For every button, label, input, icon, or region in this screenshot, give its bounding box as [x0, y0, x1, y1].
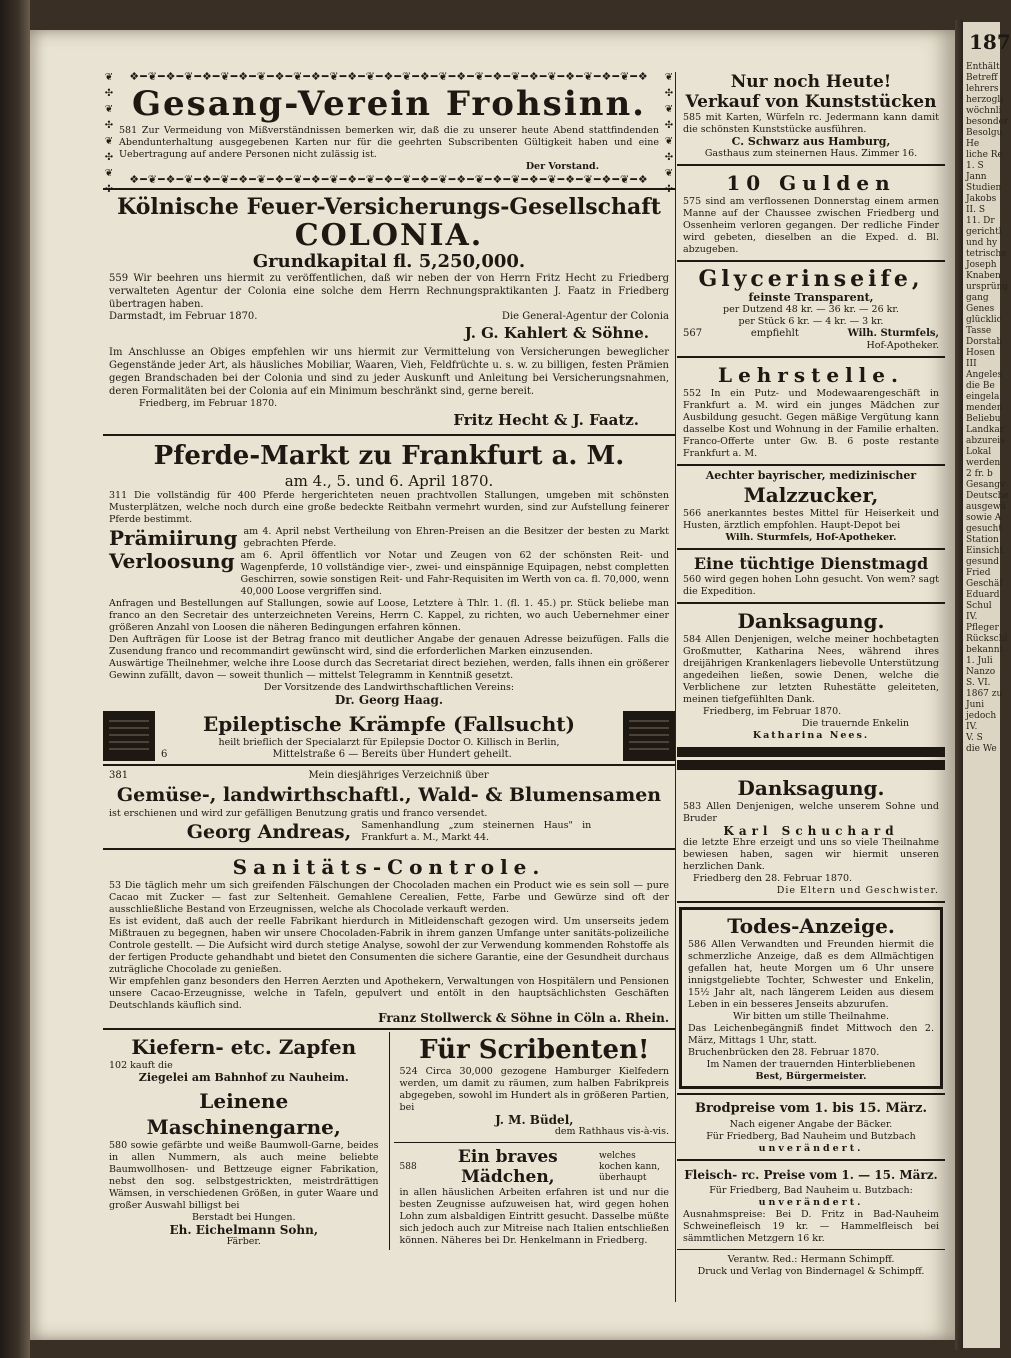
title-side-text: welches kochen kann, überhaupt	[599, 1150, 660, 1183]
adjacent-page-line: Knaben	[966, 271, 1001, 281]
ad-title: Eine tüchtige Dienstmagd	[693, 554, 929, 573]
company-name: COLONIA.	[294, 218, 484, 253]
ad-text: 583 Allen Denjenigen, welche unserem Sohne und Bruder	[683, 801, 939, 824]
ad-title: Kiefern- etc. Zapfen	[131, 1035, 357, 1059]
adjacent-page-line: III	[966, 359, 977, 369]
address: Mittelstraße 6 — Bereits über Hundert geheilt.	[272, 749, 512, 760]
adjacent-page-line: Genes	[966, 304, 995, 314]
ornament-border-top: ❖━❦━❖━❦━❖━❦━❖━❦━❖━❦━❖━❦━❖━❦━❖━❦━❖━❦━❖━❦━❖━❦━❖━❦━❖━❦━❖━❦━❖	[129, 70, 649, 83]
adjacent-page-line: Fried	[966, 568, 991, 578]
adjacent-page-line: 1. Juli	[966, 656, 993, 666]
ad-text-1: 53 Die täglich mehr um sich greifenden Fälschungen der Chocoladen machen ein Product wie es sein soll — pure Cacao mit Zucker — fast zur Seltenheit. Gemahlene Cerealien, Fette, Farbe und Gewürze sind oft der ausschließliche Bestand von Erzeugnissen, welche als Chocolade verkauft werden.	[109, 880, 669, 915]
subtitle: Nach eigener Angabe der Bäcker.	[729, 1119, 893, 1130]
ad-title: Leinene Maschinengarne,	[146, 1089, 341, 1139]
status: unverändert.	[758, 1197, 864, 1208]
adjacent-page-line: die Be	[966, 381, 995, 391]
address-number: 6	[161, 749, 168, 760]
separator	[677, 548, 945, 550]
page-gutter	[955, 20, 963, 1350]
separator	[103, 1028, 675, 1030]
place: Berstadt bei Hungen.	[191, 1212, 296, 1223]
adjacent-page-line: IV.	[966, 612, 978, 622]
ad-text: 585 mit Karten, Würfeln rc. Jedermann kann damit die schönsten Kunststücke ausführen.	[683, 112, 939, 135]
ad-title: Gesang-Verein Frohsinn.	[131, 84, 647, 124]
ad-text: 575 sind am verflossenen Donnerstag einem armen Manne auf der Chaussee zwischen Friedberg und Ossenheim verloren gegangen. Der redliche Finder wird gebeten, dieselben an die Exped. d. Bl. abzugeben.	[683, 196, 939, 255]
adjacent-page-line: gesund	[966, 557, 1000, 567]
signers: Fritz Hecht & J. Faatz.	[453, 411, 639, 429]
separator	[677, 901, 945, 903]
bottom-right-subcolumn	[394, 1032, 676, 1250]
places: Für Friedberg, Bad Nauheim u. Butzbach:	[709, 1185, 913, 1196]
place-date-2: Friedberg, im Februar 1870.	[139, 398, 278, 409]
ad-title: Pferde-Markt zu Frankfurt a. M.	[153, 441, 625, 471]
ad-title: Todes-Anzeige.	[727, 914, 895, 938]
adjacent-page-line: Angeles	[966, 370, 1003, 380]
seller-name: J. M. Büdel,	[495, 1113, 574, 1127]
adjacent-page-line: lehrers	[966, 84, 999, 94]
subcolumn-divider	[389, 1032, 390, 1250]
bottom-two-columns	[103, 1032, 675, 1250]
ad-danksagung-nees	[677, 606, 945, 744]
agency-label: Die General-Agentur der Colonia	[501, 311, 669, 322]
signer-label: Im Namen der trauernden Hinterbliebenen	[706, 1059, 916, 1070]
adjacent-page-line: 1867 zu	[966, 689, 1003, 699]
column-divider	[675, 72, 676, 1302]
imprint-editor: Verantw. Red.: Hermann Schimpff.	[727, 1254, 895, 1265]
price-piece: per Stück 6 kr. — 4 kr. — 3 kr.	[738, 316, 884, 327]
adjacent-page-line: ursprüng	[966, 282, 1009, 292]
ad-text: 524 Circa 30,000 gezogene Hamburger Kielfedern werden, um damit zu räumen, zum halben Fabrikpreis abgegeben, sowohl im Hundert als in größeren Partien, bei	[399, 1066, 669, 1113]
adjacent-page-line: Station	[966, 535, 999, 545]
adjacent-page-line: 1. S	[966, 161, 984, 171]
verloosung-label: Verloosung	[109, 549, 235, 573]
ad-subtitle: feinste Transparent,	[748, 291, 874, 304]
adjacent-page-line: glücklic	[966, 315, 1002, 325]
ad-text-3: Den Aufträgen für Loose ist der Betrag franco mit deutlicher Angabe der genauen Adresse beizufügen. Falls die Zusendung franco und recommandirt gewünscht wird, sind die erforderlichen Marken einzusenden.	[109, 634, 669, 657]
seller-name: Eh. Eichelmann Sohn,	[169, 1223, 319, 1237]
adjacent-page-line: Geschäf	[966, 579, 1003, 589]
adjacent-page-line: Juni	[966, 700, 985, 710]
verloosung-row	[109, 550, 669, 598]
adjacent-page-line: jedoch	[966, 711, 997, 721]
adjacent-page-line: Beliebu	[966, 414, 1001, 424]
ornament-border-right: ❦ ✣ ❦ ✣ ❦ ✣ ❦ ✣	[664, 72, 674, 195]
separator	[677, 260, 945, 262]
adjacent-page-line: gang	[966, 293, 989, 303]
ad-braves-maedchen	[394, 1145, 676, 1249]
adjacent-page-line: Rückschl	[966, 634, 1008, 644]
praemiirung-text: am 4. April nebst Vertheilung von Ehren-Preisen an die Besitzer der besten zu Markt gebrachten Pferde.	[243, 526, 669, 549]
adjacent-page-line: Besolgu	[966, 128, 1003, 138]
ad-text: 580 sowie gefärbte und weiße Baumwoll-Garne, beides in allen Nummern, als auch meine beliebte Baumwollhosen- und Bettzeuge eigner Fabrikation, nebst den sog. selbstgestrickten, meistrdrättigen Wämsen, in verschiedenen Größen, in guter Waare und großer Auswahl billigst bei	[109, 1140, 379, 1211]
imprint	[677, 1252, 945, 1280]
ad-colonia	[103, 192, 675, 432]
seller-address: dem Rathhaus vis-à-vis.	[554, 1126, 669, 1137]
ad-todes-anzeige	[679, 907, 943, 1089]
place-agency-row	[109, 311, 669, 323]
adjacent-page-line: eingela	[966, 392, 1000, 402]
adjacent-page-line: II. S	[966, 205, 985, 215]
place: Gasthaus zum steinernen Haus. Zimmer 16.	[704, 148, 918, 159]
adjacent-page-line: Studien	[966, 183, 1002, 193]
seller-row	[683, 328, 939, 340]
ad-title: Danksagung.	[737, 776, 885, 800]
ad-pferde-markt	[103, 438, 675, 708]
adjacent-page-line: Schul	[966, 601, 992, 611]
adjacent-page-line: Lokal	[966, 447, 992, 457]
intro: Mein diesjähriges Verzeichniß über	[308, 770, 489, 781]
places: Für Friedberg, Bad Nauheim und Butzbach	[706, 1131, 916, 1142]
decorative-block-left	[103, 711, 155, 761]
separator	[677, 356, 945, 358]
place-date: Darmstadt, im Februar 1870.	[109, 311, 258, 322]
seller-job: Hof-Apotheker.	[866, 340, 939, 351]
separator	[677, 1093, 945, 1095]
adjacent-page-line: herzogli	[966, 95, 1004, 105]
adjacent-page-year: 187	[969, 30, 1011, 54]
address-row	[161, 749, 617, 761]
ad-text-2: die letzte Ehre erzeigt und uns so viele Theilnahme bewiesen haben, sagen wir hiermit unseren herzlichen Dank.	[683, 837, 939, 872]
ad-lehrstelle	[677, 360, 945, 462]
ad-title: Lehrstelle.	[718, 363, 904, 387]
adjacent-page-line: menden	[966, 403, 1003, 413]
adjacent-page-line: abzureis	[966, 436, 1005, 446]
seller-name: Georg Andreas,	[186, 821, 352, 843]
black-rule	[677, 760, 945, 770]
ad-signature: Der Vorstand.	[525, 161, 599, 172]
ad-gesang-verein	[103, 70, 675, 195]
ad-title: Gemüse-, landwirthschaftl., Wald- & Blumensamen	[116, 784, 662, 806]
capital: Grundkapital fl. 5,250,000.	[252, 251, 526, 272]
ad-text: 581 Zur Vermeidung von Mißverständnissen bemerken wir, daß die zu unserer heute Abend stattfindenden Abendunterhaltung ausgegebenen Karten nur für die geehrten Subscribenten Gültigkeit haben und eine Uebertragung auf andere Personen nicht zulässig ist.	[119, 125, 659, 160]
ad-pretitle: Nur noch Heute!	[730, 72, 892, 92]
adjacent-page-edge	[963, 22, 1011, 1348]
ad-text-2: Wir bitten um stille Theilnahme.	[732, 1011, 889, 1022]
ad-text-2: Es ist evident, daß auch der reelle Fabrikant hierdurch in Mitleidenschaft gezogen wird. Um unserseits jedem Mißtrauen zu begegnen, haben wir unsere Chocoladen-Fabrik in ihrem ganzen Umfange unter sanitäts-polizeiliche Controle gestellt. — Die Aufsicht wird durch stetige Analyse, sowohl der zur Verwendung kommenden Rohstoffe als der fertigen Producte gehandhabt und bietet den Consumenten die sichere Garantie, eine der Gesundheit durchaus zuträgliche Chocolade zu genießen.	[109, 916, 669, 975]
ad-glycerinseife	[677, 264, 945, 354]
ad-text: 102 kauft die	[109, 1060, 173, 1071]
separator	[394, 1142, 676, 1143]
adjacent-page-line: Enthält	[966, 62, 1000, 72]
ad-text: 586 Allen Verwandten und Freunden hiermit die schmerzliche Anzeige, daß es dem Allmächtigen gefallen hat, heute Morgen um 6 Uhr unsere innigstgeliebte Tochter, Schwester und Enkelin, 15½ Jahr alt, nach längerem Leiden aus diesem Leben in ein besseres Jenseits abzurufen.	[688, 939, 934, 1010]
separator	[677, 464, 945, 466]
adjacent-page-line: Nanzo	[966, 667, 996, 677]
ad-text: ist erschienen und wird zur gefälligen Benutzung gratis und franco versendet.	[109, 808, 488, 819]
adjacent-page-line: gesucht	[966, 524, 1002, 534]
adjacent-page-line: S. VI.	[966, 678, 991, 688]
ad-number: 567	[683, 328, 703, 339]
ad-text: 552 In ein Putz- und Modewaarengeschäft in Frankfurt a. M. wird ein junges Mädchen zur Ausbildung gesucht. Gegen mäßige Vergütung kann dasselbe Kost und Wohnung in der Familie erhalten. Franco-Offerte unter Gw. B. 6 poste restante Frankfurt a. M.	[683, 388, 939, 459]
ad-title: Ein braves Mädchen,	[457, 1147, 558, 1187]
ad-sanitaets-controle	[103, 852, 675, 1026]
imprint-publisher: Druck und Verlag von Bindernagel & Schimpff.	[697, 1266, 925, 1277]
ad-title: Malzzucker,	[743, 483, 879, 507]
fleischpreise	[677, 1163, 945, 1247]
adjacent-page-line: Einsicht	[966, 546, 1004, 556]
black-rule	[677, 747, 945, 757]
adjacent-page-line: bekannt	[966, 645, 1004, 655]
adjacent-page-line: wöchnli	[966, 106, 1002, 116]
adjacent-page-line: tetrische	[966, 249, 1007, 259]
ad-text: in allen häuslichen Arbeiten erfahren ist und nur die besten Zeugnisse aufzuweisen hat, wird gegen hohen Lohn zum alsbaldigen Eintritt gesucht. Dasselbe müßte sich jedoch auch zur Mitreise nach Italien entschließen können. Näheres bei Dr. Henkelmann in Friedberg.	[399, 1187, 669, 1246]
seller-name: Wilh. Sturmfels, Hof-Apotheker.	[725, 532, 897, 543]
separator	[677, 164, 945, 166]
title: Fleisch- rc. Preise vom 1. — 15. März.	[684, 1168, 938, 1182]
adjacent-page-line: Pfleger	[966, 623, 999, 633]
ad-text: 584 Allen Denjenigen, welche meiner hochbetagten Großmutter, Katharina Nees, während ihres dreijährigen Krankenlagers liebevolle Unterstützung angedeihen ließen, sowie Denen, welche die Verblichene zur letzten Ruhestätte geleiteten, meinen tiefgefühlten Dank.	[683, 634, 939, 705]
brodpreise	[677, 1097, 945, 1157]
adjacent-page-line: IV.	[966, 722, 978, 732]
date: Friedberg den 28. Februar 1870.	[693, 873, 853, 884]
adjacent-page-line: gerichtl	[966, 227, 1002, 237]
adjacent-page-line: Betreff	[966, 73, 998, 83]
ad-title: Danksagung.	[737, 609, 885, 633]
separator	[103, 188, 675, 190]
adjacent-page-line: besonder	[966, 117, 1009, 127]
ad-text-1: 559 Wir beehren uns hiermit zu veröffentlichen, daß wir neben der von Herrn Fritz Hecht zu Friedberg verwalteten Agentur der Colonia eine solche dem Herrn Rechnungspraktikanten J. Faatz in Friedberg übertragen haben.	[109, 273, 669, 310]
adjacent-page-line: liche Re	[966, 150, 1003, 160]
ad-title: Epileptische Krämpfe (Fallsucht)	[203, 712, 575, 736]
ad-text-1: 311 Die vollständig für 400 Pferde hergerichteten neuen prachtvollen Stallungen, umgeben mit schönsten Musterplätzen, welche noch durch eine große bedeckte Reitbahn vermehrt wurden, sind zur Aufstellung feinerer Pferde bestimmt.	[109, 490, 669, 525]
seller-row	[109, 820, 669, 844]
ad-title: Verkauf von Kunststücken	[685, 92, 937, 112]
signature: Dr. Georg Haag.	[334, 693, 444, 707]
market-dates: am 4., 5. und 6. April 1870.	[284, 472, 494, 490]
ad-kiefern-zapfen	[103, 1032, 385, 1086]
ad-title: Glycerinseife,	[698, 266, 924, 292]
adjacent-page-line: Jakobs	[966, 194, 997, 204]
adjacent-page-line: Eduard	[966, 590, 1000, 600]
verloosung-text: am 6. April öffentlich vor Notar und Zeugen von 62 der schönsten Reit- und Wagenpferde, 10 vollständige vier-, zwei- und einspännige Equipagen, nebst completten Geschirren, sowie sonstigen Reit- und Fahr-Requisiten im Werth von ca. fl. 70,000, wenn 40,000 Loose vergriffen sind.	[240, 550, 669, 597]
shop-address: Samenhandlung „zum steinernen Haus" in Frankfurt a. M., Markt 44.	[361, 820, 592, 843]
signer-label: Die trauernde Enkelin	[801, 718, 909, 729]
book-spine	[0, 0, 30, 1358]
ad-title: Kölnische Feuer-Versicherungs-Gesellschaft	[117, 194, 661, 220]
ad-scribenten	[394, 1032, 676, 1140]
ornament-border-left: ❦ ✣ ❦ ✣ ❦ ✣ ❦ ✣	[104, 72, 114, 195]
ad-pretitle: Aechter bayrischer, medizinischer	[705, 469, 917, 482]
adjacent-page-line: und hy	[966, 238, 998, 248]
ad-text: Ausnahmspreise: Bei D. Fritz in Bad-Nauheim Schweinefleisch 19 kr. — Hammelfleisch bei sämmtlichen Metzgern 16 kr.	[683, 1209, 939, 1244]
title: Brodpreise vom 1. bis 15. März.	[694, 1101, 928, 1116]
ad-text-2: Anfragen und Bestellungen auf Stallungen, sowie auf Loose, Letztere à Thlr. 1. (fl. 1. 45.) pr. Stück beliebe man franco an den Secretair des unterzeichneten Vereins, Herrn C. Kappel, zu richten, wo auch Uebernehmer einer größeren Anzahl von Loosen die näheren Bedingungen erfahren können.	[109, 598, 669, 633]
adjacent-page-line: Landkar	[966, 425, 1005, 435]
ad-dienstmagd	[677, 552, 945, 600]
ad-text-4: Auswärtige Theilnehmer, welche ihre Loose durch das Secretariat direct beziehen, werden, falls ihnen ein größerer Gewinn zufällt, davon — soweit thunlich — mittelst Telegramm in Kenntniß gesetzt.	[109, 658, 669, 681]
signer: Best, Bürgermeister.	[755, 1071, 867, 1082]
ad-number: 381	[109, 770, 129, 781]
ad-text-3: Wir empfehlen ganz besonders den Herren Aerzten und Apothekern, Verwaltungen von Hospitälern und Pensionen unsere Cacao-Erzeugnisse, welche in Tafeln, gepulvert und entölt in den hauptsächlichsten Geschäften Deutschlands käuflich sind.	[109, 976, 669, 1011]
recommend-label: empfiehlt	[750, 328, 799, 339]
adjacent-page-lines	[963, 62, 1009, 755]
ad-text: heilt brieflich der Specialarzt für Epilepsie Doctor O. Killisch in Berlin,	[218, 737, 560, 748]
epilepsie-content	[161, 711, 617, 761]
ad-text: 566 anerkanntes bestes Mittel für Heiserkeit und Husten, ärztlich empfohlen. Haupt-Depot bei	[683, 508, 939, 531]
signer: Franz Stollwerck & Söhne in Cöln a. Rhein.	[378, 1011, 669, 1025]
adjacent-page-line: werden	[966, 458, 1001, 468]
status: unverändert.	[758, 1143, 864, 1154]
adjacent-page-line: 2 fr. b	[966, 469, 993, 479]
signature-label: Der Vorsitzende des Landwirthschaftlichen Vereins:	[263, 682, 515, 693]
adjacent-page-line: Hosen	[966, 348, 996, 358]
adjacent-page-line: V. S	[966, 733, 983, 743]
signer: Die Eltern und Geschwister.	[776, 885, 939, 896]
separator	[103, 764, 675, 766]
adjacent-page-line: Joseph	[966, 260, 997, 270]
deceased-name: Karl Schuchard	[723, 824, 899, 838]
ad-epilepsie	[103, 711, 675, 761]
separator	[677, 1159, 945, 1161]
bottom-left-subcolumn	[103, 1032, 385, 1250]
ad-andreas-samen	[103, 768, 675, 846]
adjacent-page-line: Tasse	[966, 326, 992, 336]
signer: Katharina Nees.	[752, 730, 870, 741]
praemiirung-row	[109, 526, 669, 550]
ad-text-2: Im Anschlusse an Obiges empfehlen wir uns hiermit zur Vermittelung von Versicherungen beweglicher Gegenstände jeder Art, als häusliches Mobiliar, Waaren, Vieh, Feldfrüchte u. s. w. zu billigen, festen Prämien gegen Brandschaden bei der Colonia und sind zu jeder Auskunft und Anleitung bei Versicherungsnahmen, deren Formalitäten bei der Colonia auf ein Minimum beschränkt sind, gerne bereit.	[109, 347, 669, 397]
ad-title: 10 Gulden	[726, 171, 896, 195]
separator	[677, 1249, 945, 1250]
ad-number: 588	[399, 1161, 417, 1172]
separator	[103, 434, 675, 436]
right-column	[677, 70, 945, 1280]
ad-danksagung-schuchard	[677, 773, 945, 899]
place: Ziegelei am Bahnhof zu Nauheim.	[138, 1071, 349, 1084]
ornament-border-bottom: ❖━❦━❖━❦━❖━❦━❖━❦━❖━❦━❖━❦━❖━❦━❖━❦━❖━❦━❖━❦━❖━❦━❖━❦━❖━❦━❖━❦━❖	[129, 173, 649, 186]
adjacent-page-line: Dorstab	[966, 337, 1003, 347]
ad-title: Sanitäts-Controle.	[232, 855, 546, 879]
adjacent-page-line: sowie A	[966, 513, 1002, 523]
agency-name: J. G. Kahlert & Söhne.	[464, 324, 649, 342]
adjacent-page-line: 11. Dr	[966, 216, 995, 226]
price-dozen: per Dutzend 48 kr. — 36 kr. — 26 kr.	[723, 304, 899, 315]
title-row	[400, 1147, 670, 1187]
ad-text: 560 wird gegen hohen Lohn gesucht. Von wem? sagt die Expedition.	[683, 574, 939, 597]
separator	[677, 602, 945, 604]
adjacent-page-line: He	[966, 139, 980, 149]
ad-10-gulden	[677, 168, 945, 258]
ad-title: Für Scribenten!	[419, 1035, 650, 1065]
adjacent-page-line: Deutsche	[966, 491, 1009, 501]
ad-malzzucker	[677, 468, 945, 546]
decorative-block-right	[623, 711, 675, 761]
ad-text-3: Das Leichenbegängniß findet Mittwoch den 2. März, Mittags 1 Uhr, statt.	[688, 1023, 934, 1046]
intro-row	[109, 770, 669, 782]
seller-name: C. Schwarz aus Hamburg,	[731, 135, 891, 148]
ad-leinene-maschinengarne	[103, 1086, 385, 1250]
ad-kunststuecke	[677, 70, 945, 162]
adjacent-page-line: die We	[966, 744, 997, 754]
adjacent-page-line: Gesangv	[966, 480, 1006, 490]
left-column	[103, 70, 675, 1250]
praemiirung-label: Prämiirung	[109, 526, 238, 550]
seller-name: Wilh. Sturmfels,	[847, 328, 939, 339]
date: Friedberg, im Februar 1870.	[703, 706, 842, 717]
seller-job: Färber.	[226, 1236, 261, 1247]
adjacent-page-line: Jann	[966, 172, 987, 182]
adjacent-page-line: ausgewä	[966, 502, 1006, 512]
date: Bruchenbrücken den 28. Februar 1870.	[688, 1047, 880, 1058]
separator	[103, 848, 675, 850]
